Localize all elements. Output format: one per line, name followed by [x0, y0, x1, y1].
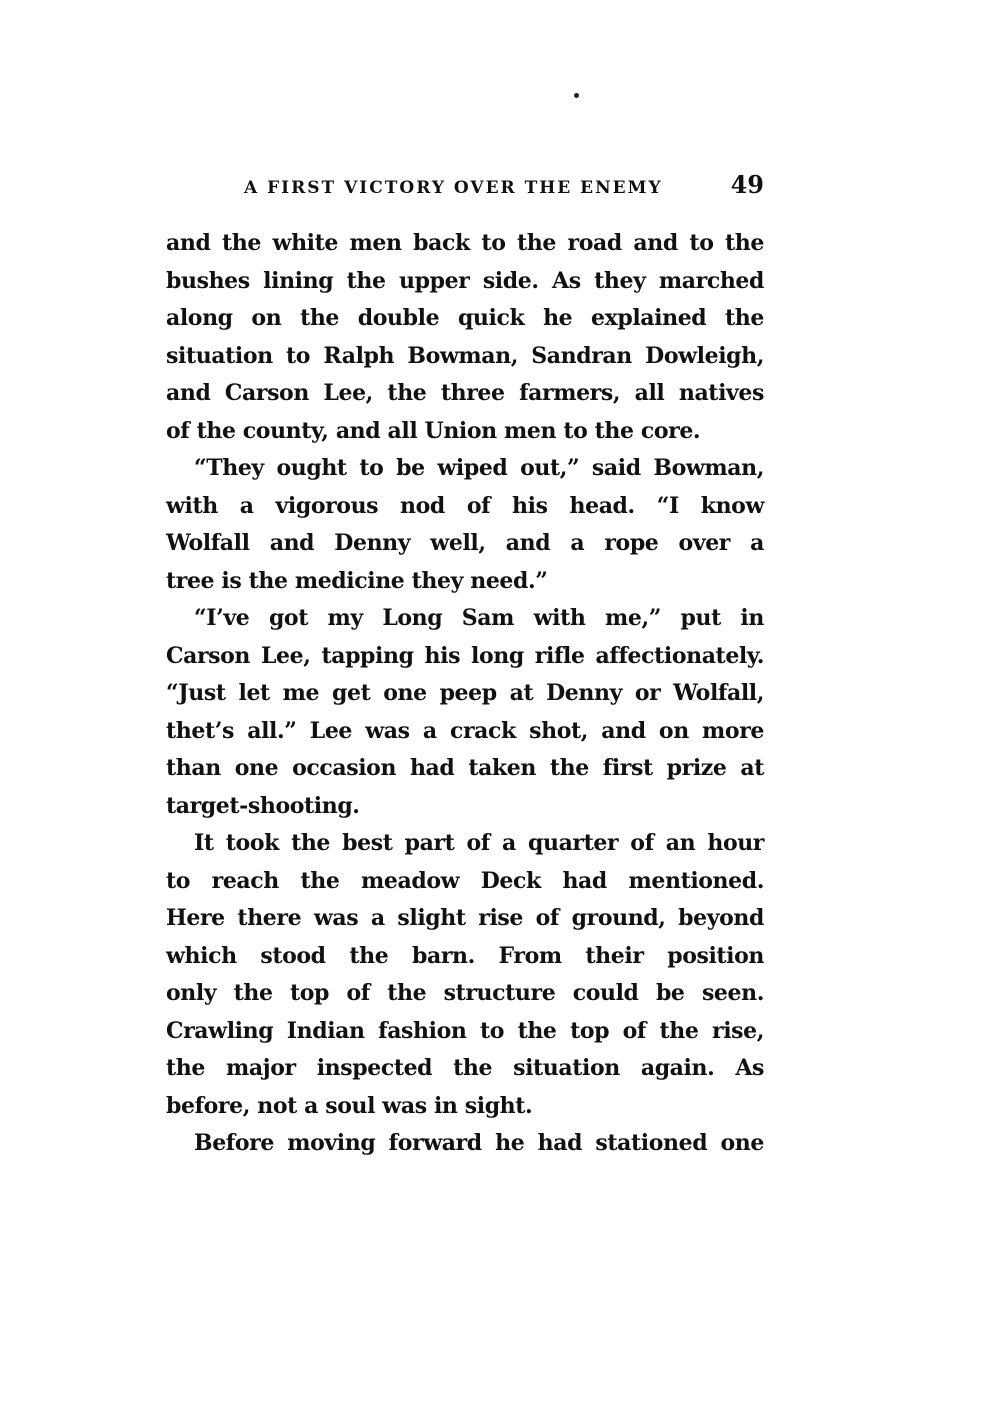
- text-line: It took the best part of a quarter of an hour: [194, 830, 764, 856]
- text-line: only the top of the structure could be seen.: [166, 980, 764, 1006]
- text-line: the major inspected the situation again. As: [166, 1055, 764, 1081]
- text-line: thet’s all.” Lee was a crack shot, and on more: [166, 717, 764, 744]
- text-line: than one occasion had taken the first prize at: [166, 755, 764, 781]
- text-line: of the county, and all Union men to the core.: [166, 417, 701, 444]
- text-line: Here there was a slight rise of ground, beyond: [166, 905, 764, 931]
- paragraph: [166, 600, 764, 825]
- text-line: along on the double quick he explained the: [166, 305, 764, 331]
- page-number: 49: [730, 170, 764, 199]
- body-text: [166, 225, 764, 1163]
- text-line: before, not a soul was in sight.: [166, 1092, 533, 1119]
- text-line: Wolfall and Denny well, and a rope over a: [166, 530, 764, 556]
- text-line: Before moving forward he had stationed one: [194, 1130, 764, 1156]
- text-line: tree is the medicine they need.”: [166, 567, 548, 594]
- text-line: with a vigorous nod of his head. “I know: [166, 492, 764, 519]
- text-line: “I’ve got my Long Sam with me,” put in: [194, 605, 764, 631]
- paragraph: [166, 1125, 764, 1163]
- text-line: to reach the meadow Deck had mentioned.: [166, 867, 764, 894]
- running-title: A FIRST VICTORY OVER THE ENEMY: [244, 178, 663, 198]
- text-line: Carson Lee, tapping his long rifle affectionately.: [166, 642, 764, 669]
- text-line: and the white men back to the road and to the: [166, 230, 764, 256]
- text-line: bushes lining the upper side. As they marched: [166, 267, 764, 294]
- paragraph: [166, 825, 764, 1125]
- running-head: [244, 170, 764, 204]
- print-speck: [574, 93, 579, 98]
- text-line: target-shooting.: [166, 792, 360, 819]
- text-line: and Carson Lee, the three farmers, all natives: [166, 380, 764, 406]
- text-line: Crawling Indian fashion to the top of the rise,: [166, 1017, 764, 1044]
- text-line: which stood the barn. From their position: [166, 942, 764, 969]
- paragraph: [166, 225, 764, 450]
- paragraph: [166, 450, 764, 600]
- text-line: “Just let me get one peep at Denny or Wolfall,: [166, 680, 764, 706]
- text-line: situation to Ralph Bowman, Sandran Dowleigh,: [166, 342, 764, 369]
- text-line: “They ought to be wiped out,” said Bowman,: [194, 455, 764, 481]
